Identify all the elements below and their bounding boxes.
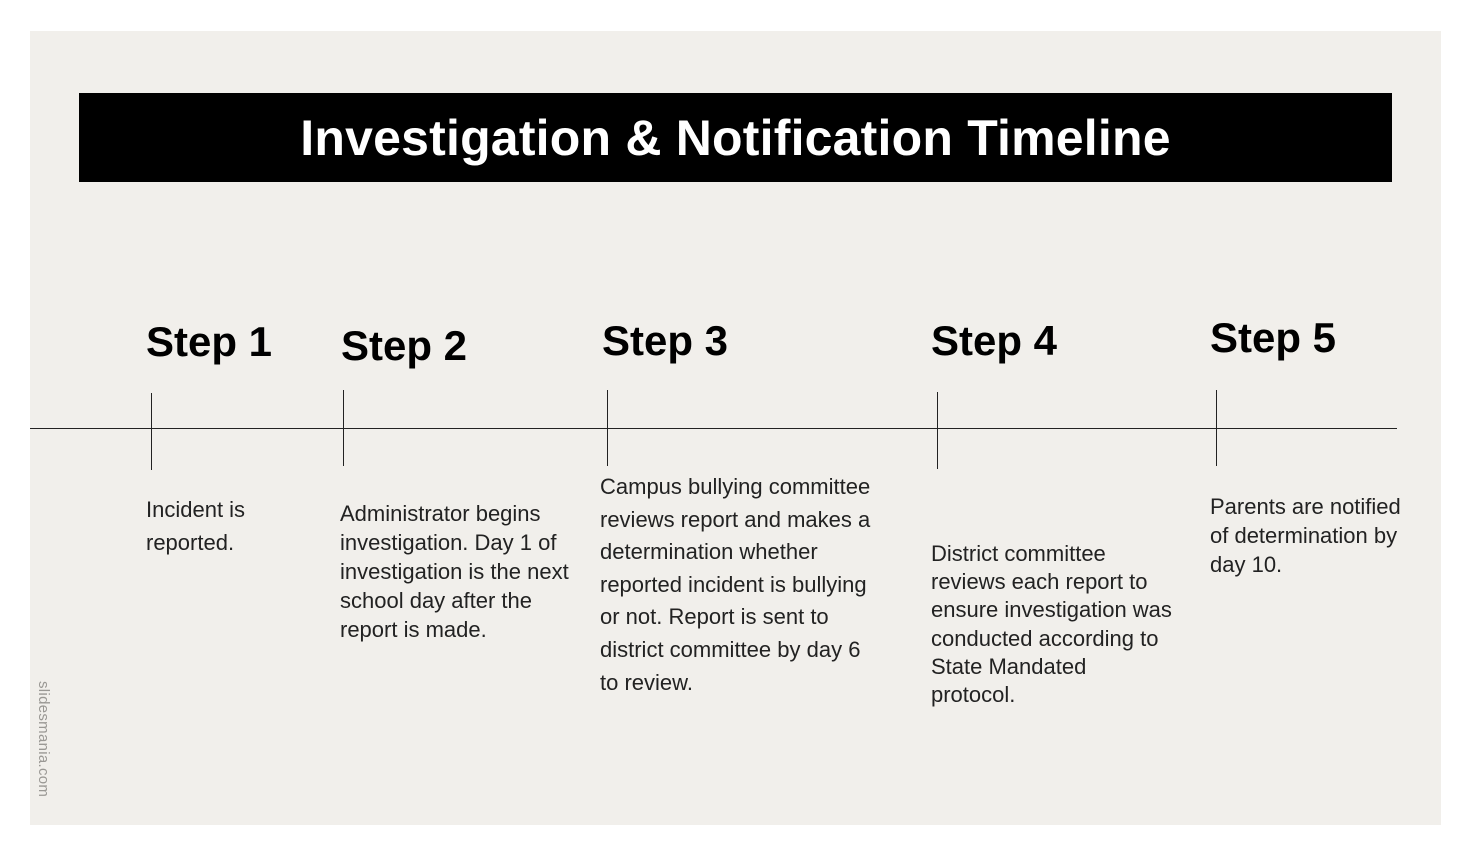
page-title: Investigation & Notification Timeline — [300, 109, 1171, 166]
step-4-label: Step 4 — [931, 317, 1058, 364]
step-3-label: Step 3 — [602, 317, 729, 364]
step-3-tick — [607, 390, 608, 466]
title-banner — [79, 93, 1392, 182]
step-2-label: Step 2 — [341, 322, 468, 369]
step-4-tick — [937, 392, 938, 469]
timeline-axis — [30, 428, 1397, 429]
step-3-description: Campus bullying committee reviews report and makes a determination whether reported incident is bullying or not. Report is sent to district committee by day 6 to review. — [600, 474, 871, 695]
step-1-description: Incident is reported. — [146, 497, 246, 555]
step-1-tick — [151, 393, 152, 470]
step-4-description: District committee reviews each report to ensure investigation was conducted according to State Mandated protocol. — [931, 541, 1172, 708]
step-1-label: Step 1 — [146, 318, 273, 365]
slide — [30, 31, 1441, 825]
step-2-tick — [343, 390, 344, 466]
step-2-description: Administrator begins investigation. Day 1 of investigation is the next school day after the report is made. — [340, 501, 569, 642]
step-5-tick — [1216, 390, 1217, 466]
step-5-description: Parents are notified of determination by day 10. — [1210, 494, 1401, 577]
step-5-label: Step 5 — [1210, 314, 1337, 361]
watermark-text: slidesmania.com — [35, 681, 52, 798]
